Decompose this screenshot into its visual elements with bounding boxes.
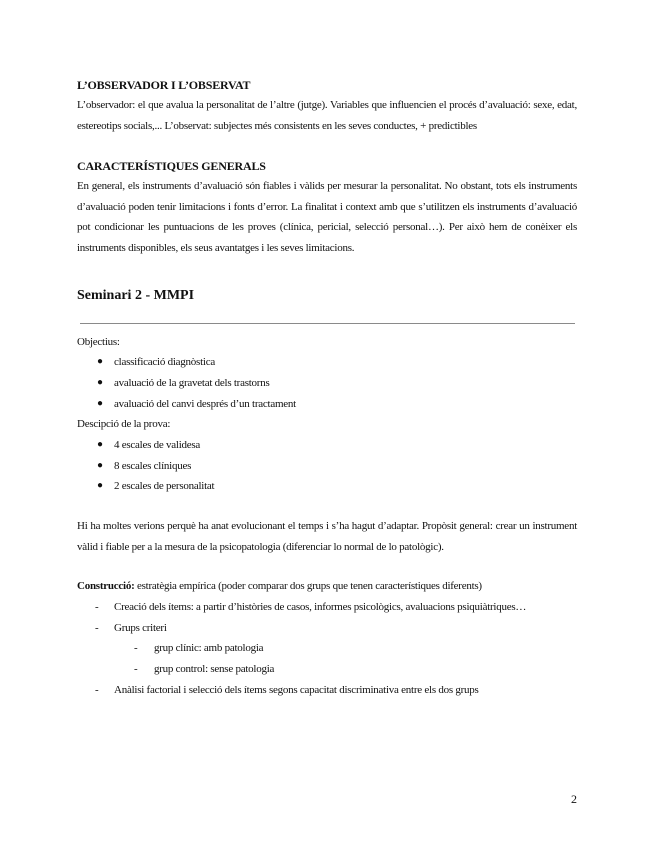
list-item: [77, 618, 577, 639]
dash-icon: -: [134, 663, 138, 676]
dash-icon: -: [95, 683, 99, 696]
list-item-text: 2 escales de personalitat: [114, 480, 215, 493]
dash-icon: -: [95, 621, 99, 634]
list-item-text: 8 escales clíniques: [114, 459, 192, 472]
list-item-text: Grups criteri: [114, 621, 167, 634]
bullet-icon: ●: [97, 439, 103, 451]
section-title-observador: L’OBSERVADOR I L’OBSERVAT: [77, 78, 251, 92]
section-text-observador: L’observador: el que avalua la personalitat de l’altre (jutge). Variables que influencien el procés d’avaluació: sexe, edat, estereotips socials,... L’observat: subjectes més consistents en les seves conductes, + predictibles: [77, 99, 577, 132]
section-title-caracteristiques: CARACTERÍSTIQUES GENERALS: [77, 159, 266, 174]
list-item-text: Anàlisi factorial i selecció dels ítems segons capacitat discriminativa entre els dos grups: [114, 683, 479, 696]
description-label: Descipció de la prova:: [77, 418, 171, 431]
bullet-icon: ●: [97, 397, 103, 409]
objectives-label: Objectius:: [77, 335, 120, 348]
list-item-text: classificació diagnòstica: [114, 356, 215, 369]
construction-steps: [77, 597, 577, 638]
list-item: [77, 680, 577, 701]
bullet-icon: ●: [97, 459, 103, 471]
objectives-list: [77, 352, 577, 414]
construction-line: [77, 576, 577, 597]
list-item: [77, 435, 577, 456]
list-item-text: grup clínic: amb patologia: [154, 642, 264, 655]
description-list: [77, 435, 577, 497]
bullet-icon: ●: [97, 356, 103, 368]
list-item-text: avaluació de la gravetat dels trastorns: [114, 376, 270, 389]
section-text-caracteristiques: En general, els instruments d’avaluació són fiables i vàlids per mesurar la personalitat. No obstant, tots els instruments d’avaluació poden tenir limitacions i fonts d’error. La finalitat i context amb que s’utilitzen els instruments d’avaluació pot condicionar les puntuacions de les proves (clínica, pericial, selecció personal…). Per això hem de conèixer els instruments disponibles, els seus avantatges i les seves limitacions.: [77, 180, 577, 254]
list-item: [77, 476, 577, 497]
list-item-text: 4 escales de validesa: [114, 439, 201, 452]
versions-paragraph: Hi ha moltes verions perquè ha anat evolucionant el temps i s’ha hagut d’adaptar. Propòsit general: crear un instrument vàlid i fiable per a la mesura de la psicopatologia (diferenciar lo normal de lo patològic).: [77, 520, 577, 553]
list-item-text: avaluació del canvi després d’un tractament: [114, 397, 296, 410]
criteria-groups-list: [77, 638, 577, 679]
bullet-icon: ●: [97, 376, 103, 388]
bullet-icon: ●: [97, 480, 103, 492]
page-content: [77, 75, 577, 701]
dash-icon: -: [134, 642, 138, 655]
list-item: [77, 659, 577, 680]
dash-icon: -: [95, 601, 99, 614]
seminar-title: Seminari 2 - MMPI: [77, 287, 195, 303]
list-item: [77, 394, 577, 415]
list-item: [77, 456, 577, 477]
list-item: [77, 597, 577, 618]
list-item: [77, 373, 577, 394]
list-item-text: grup control: sense patologia: [154, 663, 275, 676]
construction-text: estratègia empírica (poder comparar dos grups que tenen característiques diferents): [134, 580, 482, 593]
construction-steps-cont: [77, 680, 577, 701]
list-item: [77, 638, 577, 659]
list-item: [77, 352, 577, 373]
construction-label: Construcció:: [77, 580, 135, 593]
page-number: 2: [571, 792, 577, 806]
list-item-text: Creació dels ítems: a partir d’històries de casos, informes psicològics, avaluacions psiquiàtriques…: [114, 601, 527, 614]
